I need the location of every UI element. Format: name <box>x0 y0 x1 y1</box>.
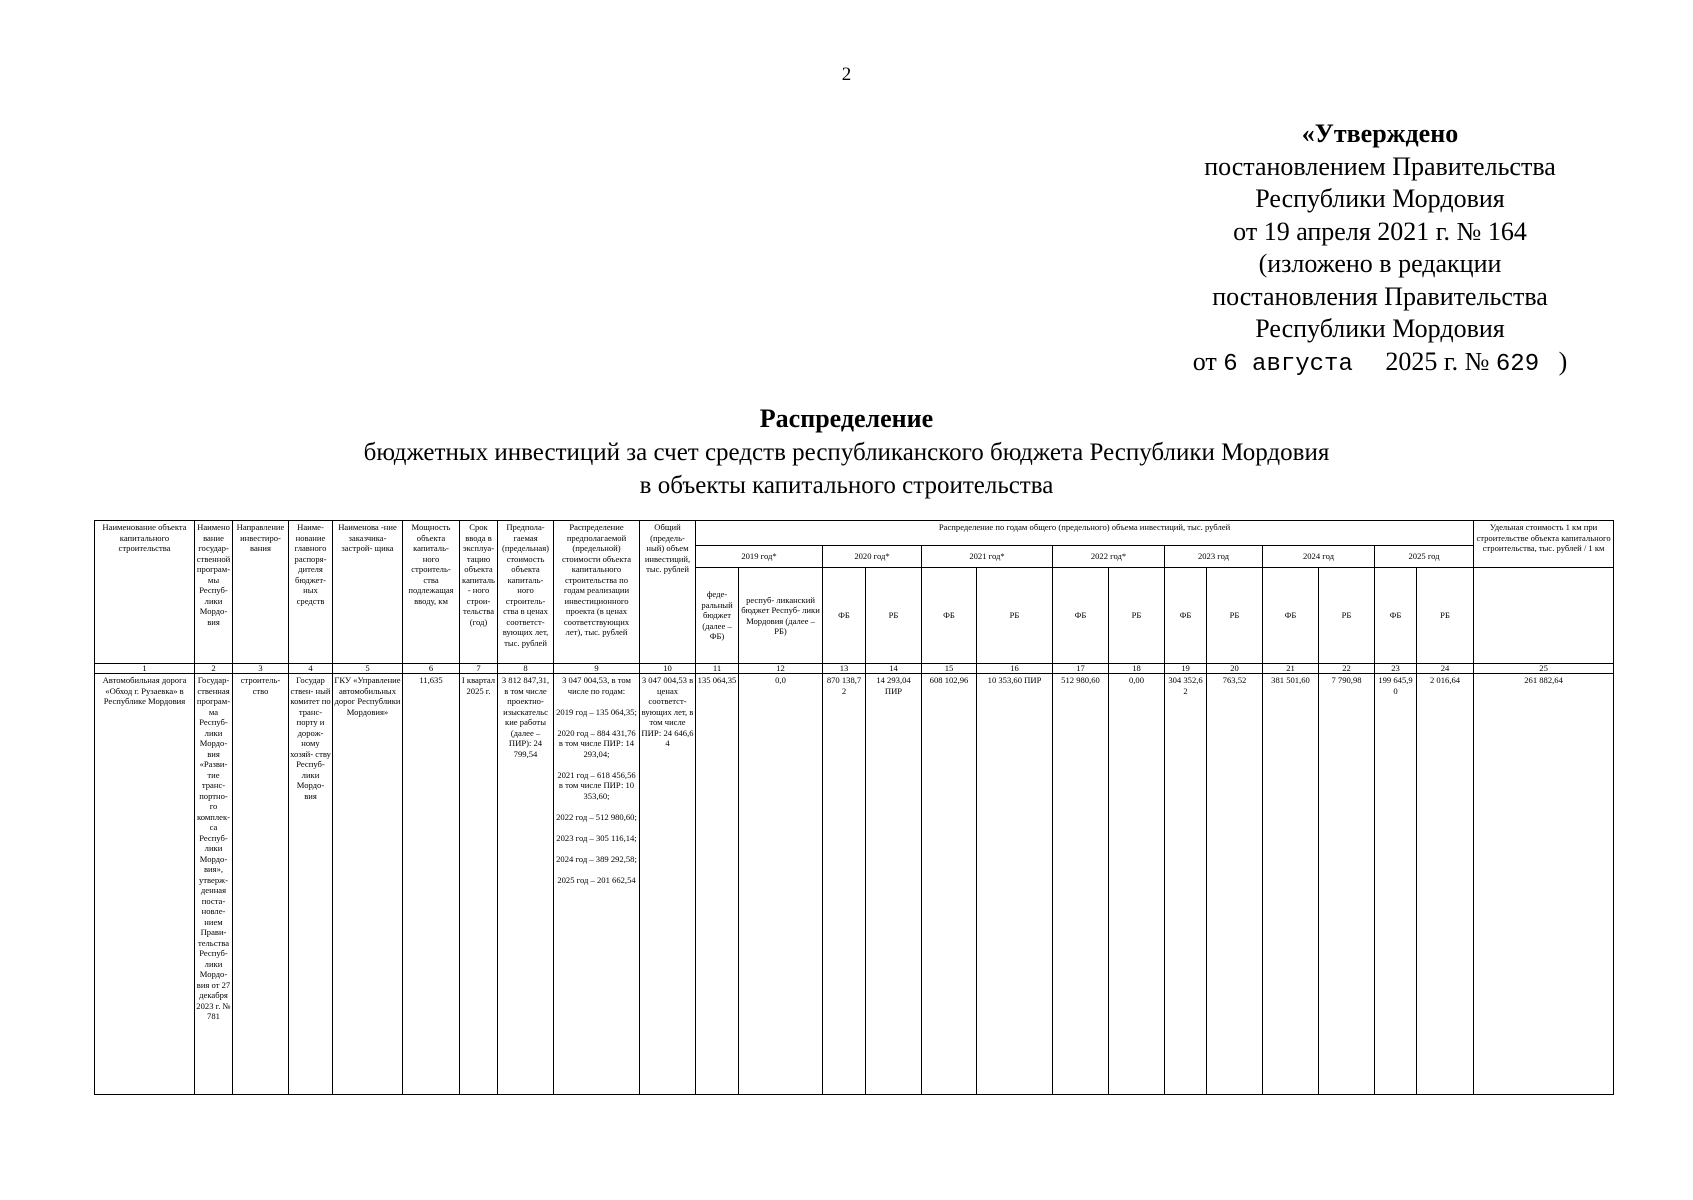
cell-direction: строитель- ство <box>233 674 289 1095</box>
cell-2020-rb: 14 293,04 ПИР <box>866 674 922 1095</box>
column-number: 8 <box>498 664 554 674</box>
column-number: 25 <box>1474 664 1614 674</box>
header-customer: Наименова -ние заказчика- застрой- щика <box>333 521 403 664</box>
header-year-2024: 2024 год <box>1263 546 1375 568</box>
cell-commission-date: I квартал 2025 г. <box>460 674 498 1095</box>
header-fb: ФБ <box>1263 568 1319 664</box>
document-title: Распределение <box>759 404 934 433</box>
header-commission-date: Срок ввода в эксплуа- тацию объекта капиталь- ного строи- тельства (год) <box>460 521 498 664</box>
cell-main-manager: Государ ствен- ный комитет по транс- порту и дорож- ному хозяй- ству Респуб- лики Мордо- вия <box>289 674 333 1095</box>
approval-line: постановлением Правительства <box>1204 151 1556 181</box>
cell-2024-rb: 7 790,98 <box>1319 674 1375 1095</box>
header-rb: РБ <box>866 568 922 664</box>
column-number: 18 <box>1109 664 1165 674</box>
table-row <box>95 674 1614 1095</box>
column-number: 12 <box>739 664 823 674</box>
cell-object-name: Автомобильная дорога «Обход г. Рузаевка» в Республике Мордовия <box>95 674 195 1095</box>
header-year-2021: 2021 год* <box>922 546 1053 568</box>
cell-total-investment: 3 047 004,53 в ценах соответст- вующих лет, в том числе ПИР: 24 646,6 4 <box>640 674 696 1095</box>
approval-line: Республики Мордовия <box>1255 314 1505 343</box>
header-estimated-cost: Предпола- гаемая (предельная) стоимость объекта капиталь- ного строитель- ства в ценах соответст- вующих лет, тыс. рублей <box>498 521 554 664</box>
header-fb-full: феде- ральный бюджет (далее – ФБ) <box>696 568 739 664</box>
header-program: Наимено вание государ- ственной програм- мы Респуб- лики Мордо- вия <box>195 521 233 664</box>
approval-date-prefix: от <box>1192 346 1217 376</box>
header-fb: ФБ <box>823 568 866 664</box>
column-number: 20 <box>1207 664 1263 674</box>
header-rb: РБ <box>977 568 1053 664</box>
column-number: 22 <box>1319 664 1375 674</box>
header-object-name: Наименование объекта капитального строительства <box>95 521 195 664</box>
column-number: 6 <box>403 664 460 674</box>
column-number: 4 <box>289 664 333 674</box>
cell-2022-rb: 0,00 <box>1109 674 1165 1095</box>
page-number: 2 <box>841 64 852 85</box>
cell-program: Государ- ственная програм- ма Респуб- лики Мордо- вия «Разви- тие транс- портно- го комплек- са Респуб- лики Мордо- вия», утверж- денная поста- новле- нием Прави- тельства Респуб- лики Мордо- вия от 27 декабря 2023 г. № 781 <box>195 674 233 1095</box>
document-heading <box>0 402 1693 502</box>
header-rb: РБ <box>1417 568 1474 664</box>
column-number-row <box>95 664 1614 674</box>
column-number: 9 <box>554 664 640 674</box>
approval-date-number: 629 <box>1495 350 1540 378</box>
cell-2020-fb: 870 138,7 2 <box>823 674 866 1095</box>
cell-2021-fb: 608 102,96 <box>922 674 977 1095</box>
column-number: 2 <box>195 664 233 674</box>
column-number: 16 <box>977 664 1053 674</box>
column-number: 24 <box>1417 664 1474 674</box>
approval-line: постановления Правительства <box>1212 281 1548 311</box>
cell-capacity: 11,635 <box>403 674 460 1095</box>
header-fb: ФБ <box>1165 568 1207 664</box>
approval-block <box>1130 118 1630 381</box>
approval-date-line <box>1130 346 1630 382</box>
header-cost-distribution: Распределение предполагаемой (предельной) стоимости объекта капитального строительства по годам реализации инвестиционного проекта (в ценах соответствующих лет), тыс. рублей <box>554 521 640 664</box>
column-number: 15 <box>922 664 977 674</box>
header-main-manager: Наиме- нование главного распоря- дителя бюджет- ных средств <box>289 521 333 664</box>
column-number: 3 <box>233 664 289 674</box>
column-number: 23 <box>1375 664 1417 674</box>
header-fb: ФБ <box>922 568 977 664</box>
header-rb: РБ <box>1319 568 1375 664</box>
cell-unit-cost: 261 882,64 <box>1474 674 1614 1095</box>
column-number: 1 <box>95 664 195 674</box>
cell-customer: ГКУ «Управление автомобильных дорог Республики Мордовия» <box>333 674 403 1095</box>
header-year-2023: 2023 год <box>1165 546 1263 568</box>
approval-title: «Утверждено <box>1301 119 1459 148</box>
cell-2021-rb: 10 353,60 ПИР <box>977 674 1053 1095</box>
header-direction: Направление инвестиро- вания <box>233 521 289 664</box>
header-year-2022: 2022 год* <box>1053 546 1165 568</box>
cell-2019-fb: 135 064,35 <box>696 674 739 1095</box>
cell-estimated-cost: 3 812 847,31, в том числе проектно- изыскательс кие работы (далее – ПИР): 24 799,54 <box>498 674 554 1095</box>
approval-date-year: 2025 г. № <box>1385 346 1490 376</box>
column-number: 5 <box>333 664 403 674</box>
header-fb: ФБ <box>1053 568 1109 664</box>
cell-2022-fb: 512 980,60 <box>1053 674 1109 1095</box>
column-number: 11 <box>696 664 739 674</box>
header-unit-cost-blank <box>1474 568 1614 664</box>
approval-line: Республики Мордовия <box>1255 184 1505 213</box>
approval-date-close: ) <box>1558 346 1568 376</box>
column-number: 21 <box>1263 664 1319 674</box>
approval-line: (изложено в редакции <box>1258 249 1502 278</box>
header-year-2019: 2019 год* <box>696 546 823 568</box>
column-number: 10 <box>640 664 696 674</box>
header-fb: ФБ <box>1375 568 1417 664</box>
document-subtitle-1: бюджетных инвестиций за счет средств республиканского бюджета Республики Мордовия <box>363 439 1330 466</box>
column-number: 7 <box>460 664 498 674</box>
cell-cost-distribution: 3 047 004,53, в том числе по годам: 2019 год – 135 064,35; 2020 год – 884 431,76 в том числе ПИР: 14 293,04; 2021 год – 618 456,56 в том числе ПИР: 10 353,60; 2022 год – 512 980,60; 2023 год – 305 116,14; 2024 год – 389 292,58; 2025 год – 201 662,54 <box>554 674 640 1095</box>
header-rb: РБ <box>1207 568 1263 664</box>
header-row-1 <box>95 521 1614 546</box>
header-year-2020: 2020 год* <box>823 546 922 568</box>
column-number: 13 <box>823 664 866 674</box>
cell-2024-fb: 381 501,60 <box>1263 674 1319 1095</box>
approval-date-day-month: 6 августа <box>1223 350 1353 378</box>
document-subtitle-2: в объекты капитального строительства <box>639 472 1054 499</box>
column-number: 17 <box>1053 664 1109 674</box>
cell-2023-rb: 763,52 <box>1207 674 1263 1095</box>
column-number: 14 <box>866 664 922 674</box>
header-distribution-by-years: Распределение по годам общего (предельного) объема инвестиций, тыс. рублей <box>696 521 1474 546</box>
cell-2019-rb: 0,0 <box>739 674 823 1095</box>
investment-table <box>94 520 1614 1095</box>
cell-2025-fb: 199 645,9 0 <box>1375 674 1417 1095</box>
header-rb: РБ <box>1109 568 1165 664</box>
header-year-2025: 2025 год <box>1375 546 1474 568</box>
cell-2025-rb: 2 016,64 <box>1417 674 1474 1095</box>
header-rb-full: респуб- ликанский бюджет Респуб- лики Мордовия (далее – РБ) <box>739 568 823 664</box>
column-number: 19 <box>1165 664 1207 674</box>
header-total-investment: Общий (предель- ный) объем инвестиций, тыс. рублей <box>640 521 696 664</box>
cell-2023-fb: 304 352,6 2 <box>1165 674 1207 1095</box>
header-capacity: Мощность объекта капиталь- ного строитель- ства подлежащая вводу, км <box>403 521 460 664</box>
approval-line: от 19 апреля 2021 г. № 164 <box>1233 216 1527 246</box>
header-unit-cost: Удельная стоимость 1 км при строительстве объекта капитального строительства, тыс. рублей / 1 км <box>1474 521 1614 568</box>
